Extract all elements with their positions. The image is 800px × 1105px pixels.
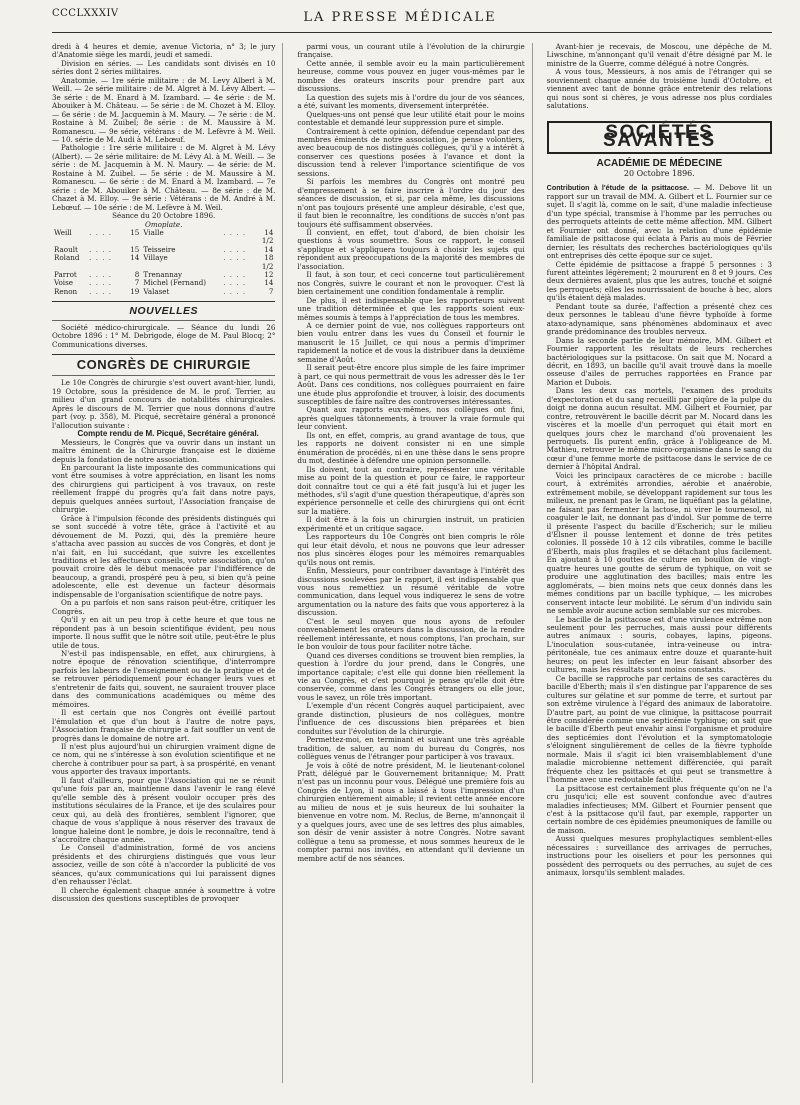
body-paragraph: Si parfois les membres du Congrès ont montré peu d'empressement à se faire inscrire à l'ordre du jour des séances de discussion, et si, par cela même, les discussions n'ont pas toujours présenté une ampleur désirable, c'est que, il faut bien le reconnaître, les conditions de succès n'ont pas toujours été suffisamment observées. [297, 177, 525, 229]
dots: . . . . [223, 278, 247, 288]
scores-table [52, 229, 275, 296]
congres-intro: Le 10e Congrès de chirurgie s'est ouvert avant-hier, lundi, 19 Octobre, sous la présidence de M. le prof. Terrier, au milieu d'un grand concours de notabilités chirurgicales. Après le discours de M. Terrier que nous donnons d'autre part (voy. p. 358), M. Picqué, secrétaire général a prononcé l'allocution suivante : [52, 378, 276, 430]
body-paragraph: Cette année, il semble avoir eu la main particulièrement heureuse, comme vous pouvez en juger vous-mêmes par le nombre des orateurs inscrits pour prendre part aux discussions. [297, 58, 525, 94]
body-paragraph: Il doit être à la fois un chirurgien instruit, un praticien expérimenté et un critique sagace. [297, 515, 525, 533]
dots: . . . . [89, 227, 113, 237]
candidate-name: Teisseire [143, 244, 176, 254]
score: 7 [268, 286, 274, 296]
exam-paragraph: dredi à 4 heures et demie, avenue Victoria, n° 3; le jury d'Anatomie siège les mardi, jeudi et samedi. [52, 43, 276, 60]
page-folio: CCCLXXXIV [52, 8, 119, 19]
sitting-heading: Séance du 20 Octobre 1896. [112, 211, 216, 221]
contribution-paragraph [547, 184, 772, 260]
body-paragraph: Le Conseil d'administration, formé de vos anciens présidents et des chirurgiens distingués que vous leur associez, veille de son côté à n'accorder la publicité de vos séances, qu'aux communications qui lui paraissent dignes d'en rehausser l'éclat. [52, 843, 276, 887]
body-paragraph: C'est le seul moyen que nous ayons de refouler convenablement les orateurs dans la discussion, de la rendre réellement intéressante, et nous comptons, l'an prochain, sur le bon vouloir de tous pour faciliter notre tâche. [297, 616, 525, 652]
dots: . . . . [89, 278, 113, 288]
dots: . . . . [223, 270, 247, 279]
body-paragraph: parmi vous, un courant utile à l'évolution de la chirurgie française. [297, 43, 525, 60]
columns [52, 43, 772, 1083]
score: 14 1/2 [261, 227, 274, 246]
dots: . . . . [89, 286, 113, 296]
body-paragraph: Quant aux rapports eux-mêmes, nos collègues ont fini, après quelques tâtonnements, à trouver la vraie formule qui leur convient. [297, 405, 525, 432]
academie-title: ACADÉMIE DE MÉDECINE [596, 157, 723, 169]
score: 15 [130, 227, 140, 237]
body-paragraph: Messieurs, le Congrès que va ouvrir dans un instant un maître éminent de la Chirurgie française est le dixième depuis la fondation de notre association. [52, 437, 276, 464]
body-paragraph: Il serait peut-être encore plus simple de les faire imprimer à part, ce qui nous permettrait de vous les adresser dès le 1er Août. Dans ces conditions, nos collègues pourraient en faire une étude plus approfondie et trouver, à loisir, des documents susceptibles de faire naître des controverses intéressantes. [297, 363, 525, 407]
candidate-name: Renon [54, 286, 78, 296]
body-paragraph: A ce dernier point de vue, nos collègues rapporteurs ont bien voulu entrer dans les vues du Conseil et fournir le manuscrit le 15 Juillet, ce qui nous a permis d'imprimer rapidement la notice et de vous la distribuer dans la deuxième semaine d'Août. [297, 320, 525, 364]
body-paragraph: Quelques-uns ont pensé que leur utilité était pour le moins contestable et demandé leur suppression pure et simple. [297, 109, 525, 128]
score: 18 1/2 [261, 253, 274, 271]
dots: . . . . [223, 227, 247, 237]
candidate-name: Parrot [54, 270, 77, 279]
body-paragraph: Les rapporteurs du 10e Congrès ont bien compris le rôle qui leur était dévolu, et nous ne pouvons que leur adresser nos plus sincères éloges pour les mémoires remarquables qu'ils nous ont remis. [297, 532, 525, 567]
body-paragraph: Il cherche également chaque année à soumettre à votre discussion des questions susceptibles de provoquer [52, 885, 276, 904]
congres-title: CONGRÈS DE CHIRURGIE [76, 357, 251, 373]
score: 8 [134, 270, 140, 279]
dots: . . . . [223, 286, 247, 296]
candidate-name: Michel (Fernand) [143, 278, 207, 288]
body-paragraph: N'est-il pas indispensable, en effet, aux chirurgiens, à notre époque de rénovation scientifique, d'interrompre parfois les labeurs de l'enseignement ou de la pratique et de se retrouver périodiquement pour échanger leurs vues et s'entretenir de faits qui, souvent, ne sauraient trouver place dans des communications académiques ou même des mémoires. [52, 648, 276, 709]
column-3 [547, 43, 772, 1083]
contribution-text: — M. Debove lit un rapport sur un travail de MM. A. Gilbert et L. Fournier sur ce sujet. Il s'agit là, comme on le sait, d'une maladie infectieuse d'un type spécial, transmise à l'homme par les perruches ou des perroquets atteints de cette même affection. MM. Gilbert et Fournier ont donné, avec la relation d'une épidémie familiale de psittacose qui éclata à Paris au mois de Février dernier, les résultats des recherches bactériologiques qu'ils ont entreprises dès cette époque sur ce sujet. [546, 183, 772, 261]
divider [52, 301, 275, 302]
candidate-name: Vialle [143, 227, 164, 237]
candidate-name: Valaset [143, 286, 170, 296]
body-paragraph: Qu'il y en ait un peu trop à cette heure et que tous ne répondent pas à un besoin scientifique évident, peu nous importe. Il nous suffit que le nôtre soit utile, peut-être le plus utile de tous. [52, 615, 276, 650]
candidate-name: Trenannay [143, 270, 183, 279]
score: 12 [264, 270, 274, 279]
body-paragraph: Aussi quelques mesures prophylactiques semblent-elles nécessaires : surveillance des arrivages de perruches, instructions pour les oiseliers et pour les personnes qui possèdent des perroquets ou des perruches, au sujet de ces animaux, lorsqu'ils semblent malades. [546, 834, 772, 878]
body-paragraph: Dans les deux cas mortels, l'examen des produits d'expectoration et du sang recueilli par piqûre de la pulpe du doigt ne donna aucun résultat. MM. Gilbert et Fournier, par contre, retrouvèrent le bacille décrit par M. Nocard dans les viscères et la moelle d'un perroquet qui était mort en quelques jours chez le marchand d'où provenaient les perroquets. Ils purent enfin, grâce à l'obligeance de M. Mathieu, retrouver le même micro-organisme dans le sang du cœur d'une femme morte de psittacose dans le service de ce dernier à l'hôpital Andral. [546, 386, 772, 472]
candidate-name: Voise [54, 278, 73, 288]
body-paragraph: Je vois à côté de notre président, M. le lieutenant-colonel Pratt, délégué par le Gouvernement britannique; M. Pratt n'est pas un inconnu pour vous. Délégué une première fois au Congrès de Lyon, il nous a laissé à tous l'impression d'un chirurgien entièrement aimable; il revient cette année encore au milieu de nous et je suis heureux de lui souhaiter la bienvenue en votre nom. M. Reclus, de Berne, m'annonçait il y a quelques jours, avec une de ses lettres des plus aimables, son désir de venir assister à notre Congrès. Notre savant collègue a tenu sa promesse, et nous sommes heureux de le compter parmi nos invités, en attendant qu'il devienne un membre actif de nos séances. [297, 760, 525, 863]
dots: . . . . [89, 253, 113, 263]
column-2 [297, 43, 532, 1083]
body-paragraph: Contrairement à cette opinion, défendue cependant par des membres éminents de notre association, je pense volontiers, avec beaucoup de nos distingués collègues, qu'il y a intérêt à conserver ces questions posées à l'avance et dont la discussion tend à relever l'importance scientifique de vos sessions. [297, 126, 525, 178]
body-paragraph: Il faut d'ailleurs, pour que l'Association qui ne se réunit qu'une fois par an, maintienne dans l'avenir le rang élevé qu'elle semble dès à présent vouloir occuper près des institutions séculaires de la France, et ije des sculaires pour ceux qui, au delà des frontières, semblent l'ignorer, que chaque de vous s'applique à nous réserver des travaux de longue haleine dont le nombre, je dois le reconnaître, tend à s'accroître chaque année. [52, 775, 276, 844]
nouvelles-item: Société médico-chirurgicale. — Séance du lundi 26 Octobre 1896 : 1° M. Debrigode, éloge de M. Paul Blocq; 2° Communications diverses. [52, 322, 276, 349]
exam-paragraph: Division en séries. — Les candidats sont divisés en 10 séries dont 2 séries militaires. [52, 58, 276, 77]
body-paragraph: Quand ces diverses conditions se trouvent bien remplies, la question à l'ordre du jour prend, dans le Congrès, une importance capitale; c'est elle qui donne bien réellement la vie au Congrès, et c'est pourquoi je pense qu'elle doit être conservée, comme dans les Congrès étrangers ou elle jouc, vous le savez, un rôle très important. [297, 650, 525, 702]
nouvelles-title: NOUVELLES [129, 305, 199, 318]
candidate-name: Villaye [143, 253, 168, 263]
body-paragraph: Ce bacille se rapproche par certains de ses caractères du bacille d'Eberth; mais il s'en distingue par l'apparence de ses cultures sur gélatine et sur pomme de terre, et surtout par son extrême virulence à l'égard des animaux de laboratoire. D'autre part, au point de vue clinique, la psittacose pourrait être considérée comme une septicémie typhique; on sait que le bacille d'Eberth peut envahir ainsi l'organisme et produire des septicémies dont l'évolution et la symptomatologie s'éloignent singulièrement de celles de la fièvre typhoïde normale. Mais il s'agit ici bien vraisemblablement d'une maladie microbienne nettement différenciée, qui paraît fréquente chez les psittacés et qui peut se transmettre à l'homme avec une redoutable facilité. [546, 673, 772, 785]
compte-rendu-heading: Compte rendu de M. Picqué, Secrétaire général. [77, 429, 259, 439]
column-1 [52, 43, 283, 1083]
score: 19 [130, 286, 140, 296]
body-paragraph: A vous tous, Messieurs, à nos amis de l'étranger qui se souviennent chaque année du troisième lundi d'Octobre, et viennent avec tant de bonne grâce entretenir des relations qui nous sont si chères, je vous adresse nos plus cordiales salutations. [546, 67, 772, 111]
body-paragraph: L'exemple d'un récent Congrès auquel participaient, avec grande distinction, plusieurs de nos collègues, montre l'influence de ces discussions bien préparées et bien conduites sur l'évolution de la chirurgie. [297, 701, 525, 736]
body-paragraph: Il convient, en effet, tout d'abord, de bien choisir les questions à vous soumettre. Sous ce rapport, le conseil s'applique et s'appliquera toujours à choisir les sujets qui répondent aux préoccupations de la majorité des membres de l'association. [297, 227, 525, 271]
dots: . . . . [89, 244, 113, 254]
body-paragraph: Il faut, à son tour, et ceci concerne tout particulièrement nos Congrès, suivre le courant et non le provoquer. C'est là bien certainement une condition fondamentale à remplir. [297, 270, 525, 297]
exam-paragraph: Anatomie. — 1re série militaire : de M. Levy Alberl à M. Weill. — 2e série militaire : de M. Algret à M. Lévy Albert. — 3e série : de M. Enard à M. Izambard. — 4e série : de M. Abouiker à M. Château. — 5e série : de M. Chozet à M. Elloy. — 6e série : de M. Jacquemin à M. Maury. — 7e série : de M. Rostaine à M. Zuibel; 8e série : de M. Maussire à M. Romanescu. — 9e série, vétérans : de M. Lefèvre à M. Weil. — 10. série de M. Audi à M. Lebœuf. [52, 75, 276, 144]
score: 14 [264, 278, 274, 288]
dots: . . . . [223, 253, 247, 263]
body-paragraph: Voici les principaux caractères de ce microbe : bacille court, à extrémités arrondies, aérobie et anaérobie, extrêmement mobile, se développant rapidement sur tous les milieux, ne prenant pas le Gram, ne liquéfiant pas la gélatine, ne faisant pas fermenter la lactose, ni virer le tournesol, ni coaguler le lait, ne donnant pas d'indol. Sur pomme de terre il présente l'aspect du bacille d'Escherich; sur le milieu d'Elsner il pousse lentement et donne de très petites colonies. Il possède 10 à 12 cils vibratiles, comme le bacille d'Eberth, mais plus fragiles et se détachant plus facilement. En ajoutant à 10 gouttes de culture en bouillon de vingt-quatre heures une goutte de sérum de typhique, on voit se produire une agglutination des bacilles; mais entre les agglomérats, — bien moins nets que ceux donnés dans les mêmes conditions par un bacille typhique, — les microbes conservent intacte leur mobilité. Le sérum d'un individu sain ne semble avoir aucune action semblable sur ces microbes. [546, 470, 772, 616]
body-paragraph: Pendant toute sa durée, l'affection a présenté chez ces deux personnes le tableau d'une fièvre typhoïde à forme ataxo-adynamique, sans phénomènes abdominaux et avec grande prédominance des troubles nerveux. [546, 301, 772, 337]
score-row [52, 288, 275, 296]
body-paragraph: On a pu parfois et non sans raison peut-être, critiquer les Congrès. [52, 598, 276, 616]
body-paragraph: Avant-hier je recevais, de Moscou, une dépêche de M. Liwschine, m'annonçant qu'il venait d'être désigné par M. le ministre de la Guerre, comme délégué à notre Congrès. [546, 43, 772, 68]
exam-subject: Omoplate. [144, 219, 183, 229]
body-paragraph: Ils ont, en effet, compris, au grand avantage de tous, que les rapports ne doivent consister ni en une simple énumération de procédés, ni en une thèse dans le sens propre du mot, destinée à défendre une opinion personnelle. [297, 430, 525, 466]
divider [52, 375, 275, 376]
divider [52, 320, 275, 321]
dots: . . . . [89, 270, 113, 279]
body-paragraph: Le bacille de la psittacose est d'une virulence extrême non seulement pour les perruches, mais aussi pour différents autres animaux : souris, cobayes, lapins, pigeons. L'inoculation sous-cutanée, intra-veineuse ou intra-péritonéale, tue ces animaux entre douze et quarante-huit heures; on peut les infecter en leur faisant absorber des cultures, mais les résultats sont moins constants. [546, 614, 772, 675]
body-paragraph: En parcourant la liste imposante des communications qui vont être soumises à votre appréciation, en lisant les noms des chirurgiens qui participent à vos travaux, on reste réellement frappé du progrès qu'a fait dans notre pays, depuis quelques années surtout, l'Association française de chirurgie. [52, 463, 276, 515]
candidate-name: Weill [54, 227, 72, 237]
body-paragraph: Ils doivent, tout au contraire, représenter une véritable mise au point de la question et pour ce faire, le rapporteur doit connaître tout ce qui a été fait jusqu'à lui et juger les méthodes, s'il s'agit d'une question thérapeutique, d'après son expérience personnelle et celle des chirurgiens qui ont écrit sur la matière. [297, 464, 525, 516]
candidate-name: Raoult [54, 244, 78, 254]
body-paragraph: La psittacose est certainement plus fréquente qu'on ne l'a cru jusqu'ici; elle est souvent confondue avec d'autres maladies infectieuses; MM. Gilbert et Fournier pensent que c'est à la psittacose qu'il faut, par exemple, rapporter un certain nombre de ces épidémies pneumoniques de famille ou de maison. [546, 783, 772, 835]
body-paragraph: Cette épidémie de psittacose a frappé 5 personnes : 3 furent atteintes légèrement; 2 moururent en 8 et 9 jours. Ces deux dernières avaient, plus que les autres, touché et soigné les perroquets; elles les nourrissaient de bouche à bec, alors qu'ils étaient déjà malades. [546, 259, 772, 303]
score: 14 [130, 253, 140, 263]
divider [52, 354, 275, 355]
academie-date: 20 Octobre 1896. [623, 168, 695, 178]
score: 7 [134, 278, 140, 288]
body-paragraph: De plus, il est indispensable que les rapporteurs suivent une tradition déterminée et que les rapports soient eux-mêmes soumis à temps à l'appréciation de tous les membres. [297, 295, 525, 322]
body-paragraph: Dans la seconde partie de leur mémoire, MM. Gilbert et Fournier rapportent les résultats de leurs recherches bactériologiques sur la psittacose. On sait que M. Nocard a décrit, en 1893, un bacille qu'il avait trouvé dans la moelle osseuse d'ailes de perruches rapportées en France par Marion et Dubois. [546, 335, 772, 387]
societes-savantes-title: SOCIÉTÉS SAVANTES [547, 121, 772, 154]
body-paragraph: Enfin, Messieurs, pour contribuer davantage à l'intérêt des discussions soulevées par le rapport, il est indispensable que vous nous remettiez un résumé véritable de votre communication, dans lequel vous indiquerez le sens de votre argumentation ou la nature des faits que vous apporterez à la discussion. [297, 566, 525, 618]
contribution-lead: Contribution à l'étude de la psittacose. [546, 184, 689, 193]
body-paragraph: Il est certain que nos Congrès ont éveillé partout l'émulation et que d'un bout à l'autre de notre pays, l'Association française de chirurgie a fait souffler un vent de progrès dans le domaine de notre art. [52, 708, 276, 743]
candidate-name: Roland [54, 253, 80, 263]
score-row [52, 229, 275, 246]
page-header [52, 8, 772, 33]
body-paragraph: Il n'est plus aujourd'hui un chirurgien vraiment digne de ce nom, qui ne s'intéresse à son évolution scientifique et ne cherche à contribuer pour sa part, à sa prospérité, en venant vous apporter des travaux importants. [52, 741, 276, 777]
dots: . . . . [223, 244, 247, 254]
body-paragraph: Permettez-moi, en terminant et suivant une très agréable tradition, de saluer, au nom du bureau du Congrès, nos collègues venus de l'étranger pour participer à vos travaux. [297, 735, 525, 762]
score-row [52, 254, 275, 271]
score: 15 [130, 244, 140, 254]
score: 14 [264, 244, 274, 254]
journal-title: LA PRESSE MÉDICALE [303, 10, 497, 25]
body-paragraph: Grâce à l'impulsion féconde des présidents distingués qui se sont succédé à votre tête, grâce à l'activité et au dévouement de M. Pozzi, qui, dès la première heure s'attacha avec passion au succès de vos Congrès, et dont je n'ai fait, en lui succédant, que suivre les excellentes traditions et les affectueux conseils, votre association, qu'on pouvait croire dès le début menacée par l'indifférence de beaucoup, a grandi, prospéré peu à peu, si bien qu'à peine adolescente, elle est devenue un facteur désormais indispensable de l'organisation scientifique de notre pays. [52, 513, 276, 599]
body-paragraph: La question des sujets mis à l'ordre du jour de vos séances, a été, suivant les moments, diversement interprétée. [297, 92, 525, 111]
exam-paragraph: Pathologie : 1re série militaire : de M. Algret à M. Lévy (Albert). — 2e série militaire: de M. Lévy Al. à M. Weill. — 3e série : de M. Jacquemin à M. N. Maury. — 4e série: de M. Rostaine à M. Zuibel. — 5e série : de M. Maussire à M. Romanescu. — 6e série : de M. Enard à M. Izambard. — 7e série : de M. Abouiker à M. Château. — 8e série : de M. Chazet à M. Elloy. — 9e série : Vétérans : de M. André à M. Lebœuf. — 10e série : de M. Lefèvre à M. Weil. [52, 143, 276, 212]
